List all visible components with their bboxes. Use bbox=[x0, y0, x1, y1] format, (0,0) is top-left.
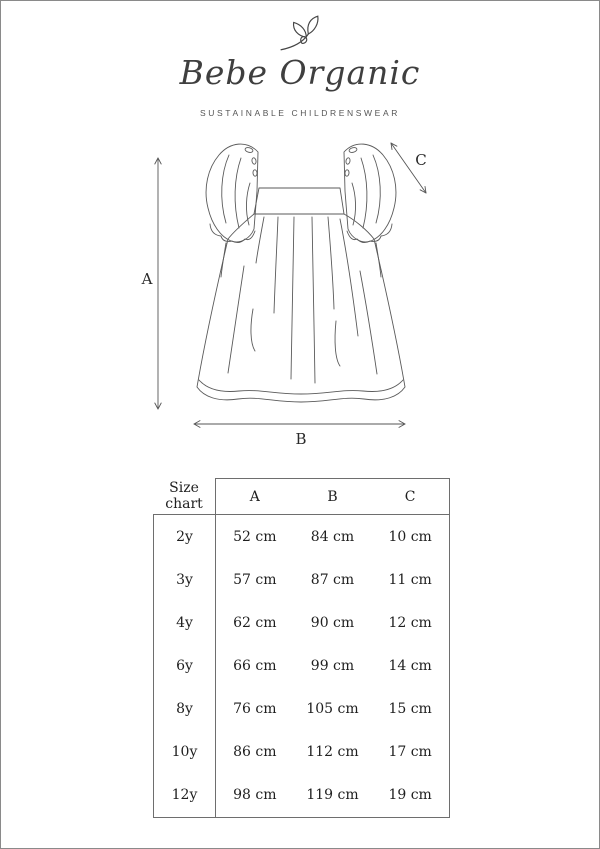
size-cell: 10y bbox=[154, 731, 216, 774]
column-header-b: B bbox=[327, 489, 338, 505]
left-sleeve bbox=[206, 144, 258, 243]
skirt-fold-lines bbox=[221, 217, 381, 383]
value-a-cell: 66 cm bbox=[233, 657, 277, 674]
size-cell: 8y bbox=[154, 688, 216, 731]
value-b-cell: 87 cm bbox=[310, 571, 355, 588]
table-row bbox=[154, 774, 449, 817]
value-b-cell: 90 cm bbox=[310, 614, 355, 631]
dress-measurement-diagram bbox=[131, 131, 471, 451]
value-c-cell: 14 cm bbox=[388, 657, 432, 674]
measurement-arrows bbox=[155, 143, 426, 427]
size-chart-body bbox=[153, 514, 450, 818]
value-a-cell: 76 cm bbox=[233, 701, 277, 718]
value-c-cell: 19 cm bbox=[388, 787, 432, 804]
size-cell: 3y bbox=[154, 558, 216, 601]
column-header-a: A bbox=[249, 489, 260, 505]
brand-name: Bebe Organic bbox=[179, 53, 421, 92]
size-cell: 6y bbox=[154, 644, 216, 687]
value-a-cell: 98 cm bbox=[233, 787, 277, 804]
value-c-cell: 10 cm bbox=[388, 528, 432, 545]
value-a-cell: 57 cm bbox=[233, 571, 277, 588]
value-a-cell: 86 cm bbox=[233, 744, 277, 761]
table-row bbox=[154, 688, 449, 731]
value-b-cell: 112 cm bbox=[306, 744, 359, 761]
leaf-branch-icon bbox=[280, 15, 322, 53]
value-c-cell: 12 cm bbox=[388, 614, 432, 631]
value-c-cell: 17 cm bbox=[388, 744, 432, 761]
table-row bbox=[154, 558, 449, 601]
value-b-cell: 84 cm bbox=[310, 528, 355, 545]
measure-arrow-b bbox=[194, 421, 405, 428]
value-b-cell: 105 cm bbox=[306, 701, 359, 718]
yoke-panel bbox=[254, 188, 344, 214]
value-a-cell: 52 cm bbox=[233, 528, 277, 545]
size-cell: 2y bbox=[154, 515, 216, 558]
table-row bbox=[154, 644, 449, 687]
measure-label-b: B bbox=[295, 430, 307, 448]
dress-sketch bbox=[197, 144, 405, 402]
value-a-cell: 62 cm bbox=[233, 614, 277, 631]
table-row bbox=[154, 731, 449, 774]
size-cell: 12y bbox=[154, 774, 216, 817]
hem-stitch-line bbox=[199, 380, 403, 394]
measure-arrow-a bbox=[155, 158, 161, 409]
brand-tagline: SUSTAINABLE CHILDRENSWEAR bbox=[200, 108, 400, 118]
value-c-cell: 11 cm bbox=[388, 571, 432, 588]
value-c-cell: 15 cm bbox=[388, 701, 432, 718]
size-chart-title: Size chart bbox=[165, 479, 203, 512]
size-chart-header bbox=[215, 478, 450, 515]
table-row bbox=[154, 601, 449, 644]
skirt-outline bbox=[197, 214, 405, 402]
measure-label-c: C bbox=[415, 151, 427, 169]
right-sleeve bbox=[344, 144, 396, 243]
column-header-c: C bbox=[404, 489, 416, 505]
measure-label-a: A bbox=[141, 270, 153, 288]
size-cell: 4y bbox=[154, 601, 216, 644]
value-b-cell: 119 cm bbox=[306, 787, 359, 804]
value-b-cell: 99 cm bbox=[310, 657, 355, 674]
table-row bbox=[154, 515, 449, 558]
